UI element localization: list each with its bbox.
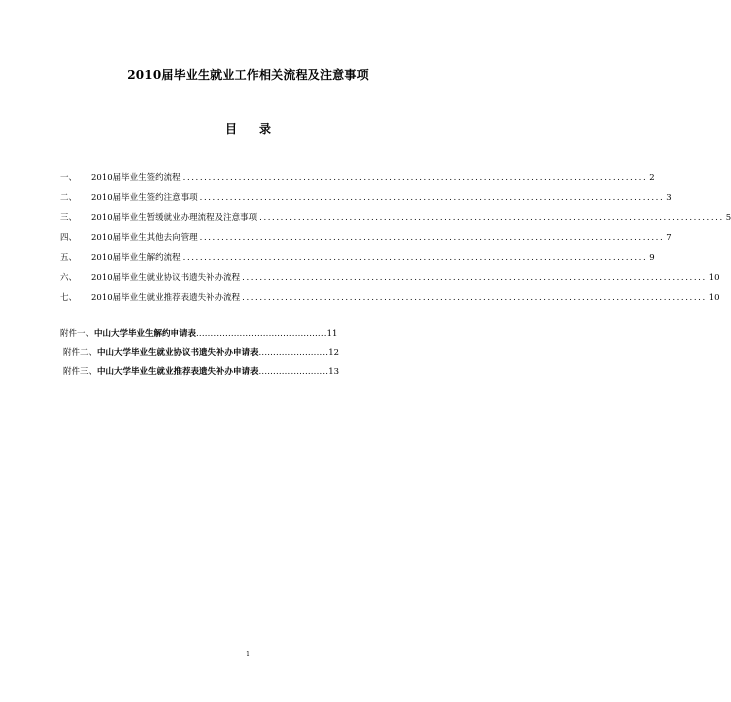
toc-item-label: 2010届毕业生其他去向管理	[91, 233, 198, 243]
toc-item-page: 10	[708, 293, 720, 303]
toc-item-label: 2010届毕业生暂缓就业办理流程及注意事项	[91, 213, 258, 223]
appendix-item[interactable]	[60, 363, 400, 382]
toc-item-label: 2010届毕业生签约注意事项	[91, 193, 198, 203]
toc-item[interactable]	[60, 228, 672, 248]
toc-item-page: 2	[649, 173, 655, 183]
appendix-item-page: 12	[328, 348, 340, 358]
appendix-item-title: 中山大学毕业生就业推荐表遗失补办申请表	[97, 367, 259, 377]
dot-leader: ............................................................................................................	[182, 253, 648, 263]
toc-item-label: 2010届毕业生签约流程	[91, 173, 181, 183]
dot-leader: ............................................................................................................	[182, 173, 648, 183]
appendix-item[interactable]	[60, 325, 400, 344]
appendix-item-page: 11	[326, 329, 338, 339]
toc-item-page: 9	[649, 253, 655, 263]
toc-item-label: 2010届毕业生就业推荐表遗失补办流程	[91, 293, 241, 303]
toc-item-page: 7	[666, 233, 672, 243]
dot-leader: ........................	[258, 367, 329, 377]
toc-item-label: 2010届毕业生解约流程	[91, 253, 181, 263]
toc-item-number: 六、	[60, 273, 78, 283]
toc-item[interactable]	[60, 168, 655, 188]
toc-list	[60, 168, 731, 308]
toc-item[interactable]	[60, 248, 655, 268]
toc-item[interactable]	[60, 268, 720, 288]
appendix-item-title: 中山大学毕业生就业协议书遗失补办申请表	[97, 348, 259, 358]
toc-item-number: 五、	[60, 253, 78, 263]
toc-heading: 目录	[224, 122, 293, 136]
document-title: 2010届毕业生就业工作相关流程及注意事项	[127, 68, 369, 82]
appendix-item-prefix: 附件二、	[63, 348, 98, 358]
toc-item-number: 四、	[60, 233, 78, 243]
dot-leader: ............................................................................................................	[242, 273, 707, 283]
dot-leader: ............................................................................................................	[199, 233, 665, 243]
appendix-item-prefix: 附件一、	[60, 329, 95, 339]
toc-item[interactable]	[60, 208, 731, 228]
appendix-item-prefix: 附件三、	[63, 367, 98, 377]
appendix-item[interactable]	[60, 344, 400, 363]
toc-item-page: 3	[666, 193, 672, 203]
toc-item-number: 三、	[60, 213, 78, 223]
toc-item-number: 二、	[60, 193, 78, 203]
toc-item-number: 七、	[60, 293, 78, 303]
dot-leader: ............................................................................................................	[259, 213, 724, 223]
appendix-item-title: 中山大学毕业生解约申请表	[94, 329, 197, 339]
dot-leader: ............................................................................................................	[199, 193, 665, 203]
dot-leader: .............................................	[196, 329, 327, 339]
toc-item-label: 2010届毕业生就业协议书遗失补办流程	[91, 273, 241, 283]
toc-item-number: 一、	[60, 173, 78, 183]
appendix-item-page: 13	[328, 367, 340, 377]
toc-item-page: 5	[725, 213, 731, 223]
dot-leader: ............................................................................................................	[242, 293, 707, 303]
page-number: 1	[246, 651, 250, 658]
appendix-list	[60, 325, 400, 382]
toc-item[interactable]	[60, 288, 720, 308]
toc-item-page: 10	[708, 273, 720, 283]
dot-leader: ........................	[258, 348, 329, 358]
toc-item[interactable]	[60, 188, 672, 208]
